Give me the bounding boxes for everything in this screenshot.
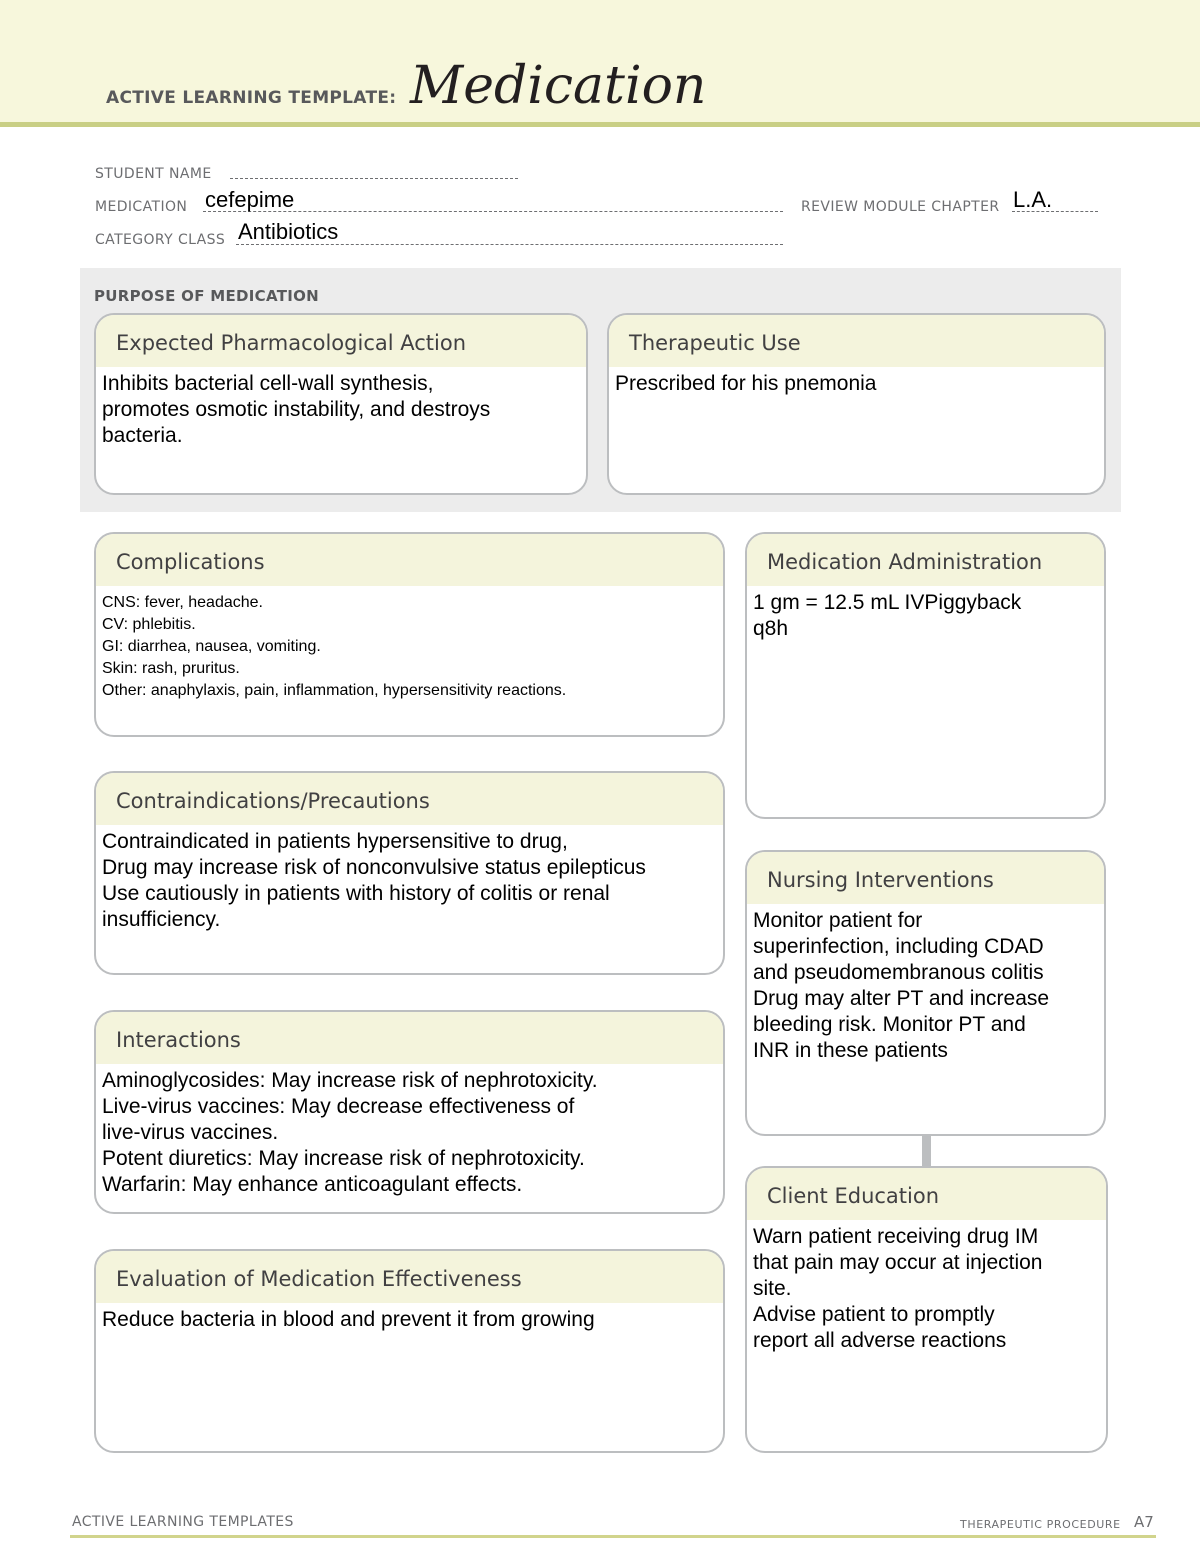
template-title: Medication — [410, 56, 707, 116]
interactions-text[interactable]: Aminoglycosides: May increase risk of nephrotoxicity. Live-virus vaccines: May decrease effectiveness of live-virus vaccines. Potent diuretics: May increase risk of nephrotoxicity. Warfarin: May enhance anticoagulant effects. — [102, 1069, 598, 1196]
therapeutic-use-title: Therapeutic Use — [609, 315, 1104, 367]
footer-right: THERAPEUTIC PROCEDURE — [960, 1518, 1121, 1531]
interactions-title: Interactions — [96, 1012, 723, 1064]
student-name-line — [230, 178, 518, 179]
medication-field[interactable]: cefepime — [205, 187, 295, 212]
expected-action-box[interactable] — [94, 313, 588, 495]
section-connector — [922, 1134, 931, 1166]
footer-rule — [70, 1535, 1156, 1538]
contraindications-text[interactable]: Contraindicated in patients hypersensitive to drug, Drug may increase risk of nonconvulsive status epilepticus Use cautiously in patients with history of colitis or renal insufficiency. — [102, 830, 646, 931]
therapeutic-use-box[interactable] — [607, 313, 1106, 495]
complications-title: Complications — [96, 534, 723, 586]
contraindications-box[interactable] — [94, 771, 725, 975]
contraindications-title: Contraindications/Precautions — [96, 773, 723, 825]
complications-box[interactable] — [94, 532, 725, 737]
evaluation-text[interactable]: Reduce bacteria in blood and prevent it from growing — [102, 1308, 595, 1331]
nursing-interventions-box[interactable] — [745, 850, 1106, 1136]
therapeutic-use-text[interactable]: Prescribed for his pnemonia — [615, 372, 877, 395]
evaluation-box[interactable] — [94, 1249, 725, 1453]
template-label: ACTIVE LEARNING TEMPLATE: — [106, 88, 397, 108]
review-module-label: REVIEW MODULE CHAPTER — [801, 199, 1000, 215]
nursing-interventions-title: Nursing Interventions — [747, 852, 1104, 904]
medication-administration-text[interactable]: 1 gm = 12.5 mL IVPiggyback q8h — [753, 591, 1022, 640]
header-rule — [0, 122, 1200, 127]
student-name-label: STUDENT NAME — [95, 166, 212, 182]
medication-label: MEDICATION — [95, 199, 188, 215]
footer-left: ACTIVE LEARNING TEMPLATES — [72, 1514, 294, 1530]
medication-administration-title: Medication Administration — [747, 534, 1104, 586]
complications-text[interactable]: CNS: fever, headache. CV: phlebitis. GI: diarrhea, nausea, vomiting. Skin: rash, pruritus. Other: anaphylaxis, pain, inflammation, hypersensitivity reactions. — [102, 594, 567, 699]
client-education-title: Client Education — [747, 1168, 1106, 1220]
category-class-label: CATEGORY CLASS — [95, 232, 226, 248]
medication-administration-box[interactable] — [745, 532, 1106, 819]
client-education-text[interactable]: Warn patient receiving drug IM that pain may occur at injection site. Advise patient to promptly report all adverse reactions — [753, 1225, 1043, 1352]
nursing-interventions-text[interactable]: Monitor patient for superinfection, including CDAD and pseudomembranous colitis Drug may alter PT and increase bleeding risk. Monitor PT and INR in these patients — [753, 909, 1050, 1062]
expected-action-text[interactable]: Inhibits bacterial cell-wall synthesis, promotes osmotic instability, and destroys bacteria. — [102, 372, 491, 447]
footer-page-number: A7 — [1134, 1513, 1154, 1531]
category-class-field[interactable]: Antibiotics — [238, 219, 339, 244]
review-module-field[interactable]: L.A. — [1013, 187, 1053, 212]
expected-action-title: Expected Pharmacological Action — [96, 315, 586, 367]
purpose-label: PURPOSE OF MEDICATION — [94, 287, 320, 305]
evaluation-title: Evaluation of Medication Effectiveness — [96, 1251, 723, 1303]
client-education-box[interactable] — [745, 1166, 1108, 1453]
interactions-box[interactable] — [94, 1010, 725, 1214]
